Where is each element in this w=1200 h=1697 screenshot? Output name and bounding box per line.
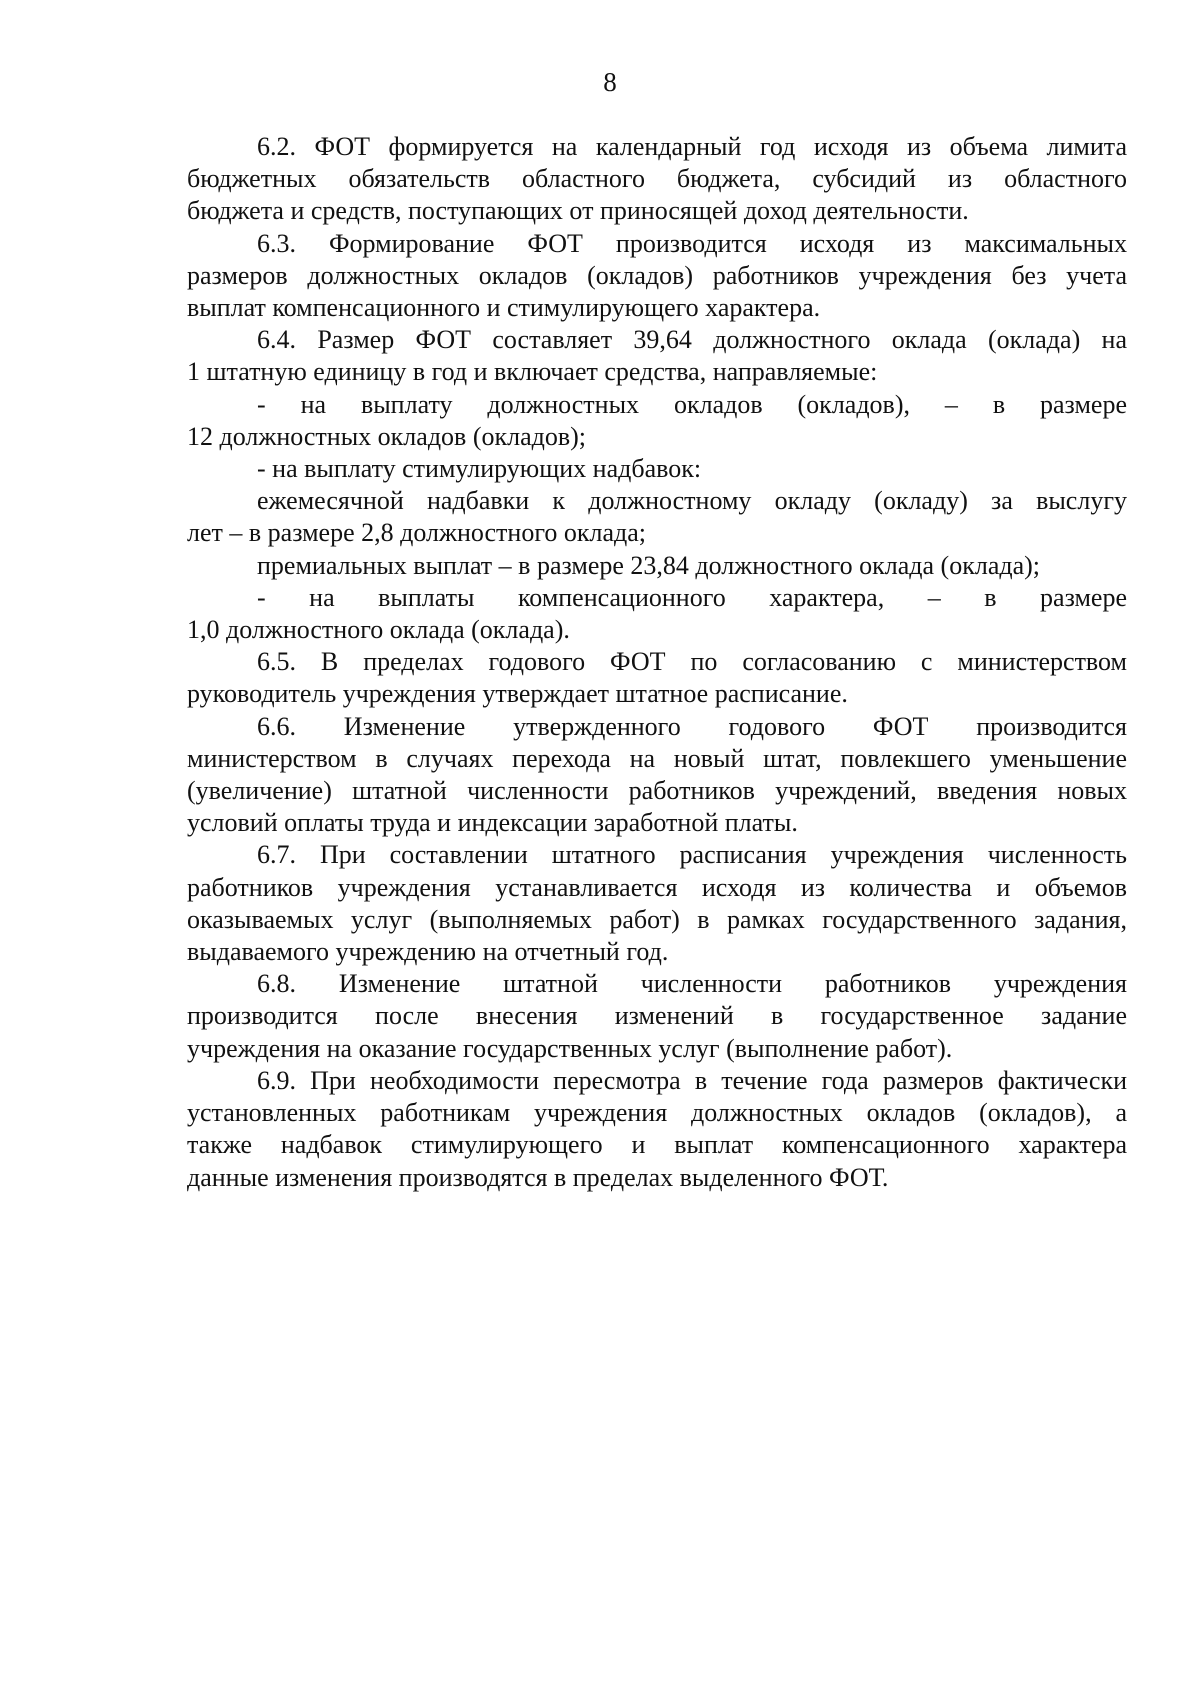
- paragraph-6-5: [187, 646, 1127, 710]
- text-line: также надбавок стимулирующего и выплат компенсационного характера: [187, 1130, 1127, 1160]
- text-line: - на выплату стимулирующих надбавок:: [257, 454, 702, 484]
- paragraph-6-6: [187, 711, 1127, 840]
- text-line: 6.8. Изменение штатной численности работников учреждения: [257, 969, 1127, 999]
- text-line: руководитель учреждения утверждает штатное расписание.: [187, 679, 848, 709]
- text-line: 6.2. ФОТ формируется на календарный год исходя из объема лимита: [257, 132, 1127, 161]
- text-line: установленных работникам учреждения должностных окладов (окладов), а: [187, 1098, 1127, 1128]
- text-line: 12 должностных окладов (окладов);: [187, 421, 587, 451]
- text-line: 6.9. При необходимости пересмотра в течение года размеров фактически: [257, 1065, 1127, 1095]
- page-number: 8: [603, 67, 617, 97]
- text-line: (увеличение) штатной численности работников учреждений, введения новых: [187, 776, 1127, 806]
- text-line: размеров должностных окладов (окладов) работников учреждения без учета: [187, 260, 1127, 290]
- text-line: производится после внесения изменений в государственное задание: [187, 1001, 1127, 1031]
- text-line: 6.4. Размер ФОТ составляет 39,64 должностного оклада (оклада) на: [257, 325, 1127, 355]
- text-line: оказываемых услуг (выполняемых работ) в рамках государственного задания,: [187, 904, 1127, 934]
- text-line: выдаваемого учреждению на отчетный год.: [187, 937, 669, 967]
- list-subitem-bonuses: [187, 550, 1127, 582]
- text-line: ежемесячной надбавки к должностному окладу (окладу) за выслугу: [257, 486, 1127, 516]
- text-line: - на выплаты компенсационного характера, – в размере: [257, 582, 1127, 612]
- paragraph-6-8: [187, 968, 1127, 1065]
- paragraph-6-4: [187, 324, 1127, 388]
- document-body: [187, 131, 1127, 1194]
- paragraph-6-9: [187, 1065, 1127, 1194]
- text-line: - на выплату должностных окладов (окладов), – в размере: [257, 389, 1127, 419]
- text-line: 6.5. В пределах годового ФОТ по согласованию с министерством: [257, 647, 1127, 677]
- paragraph-6-7: [187, 839, 1127, 968]
- text-line: 6.3. Формирование ФОТ производится исходя из максимальных: [257, 228, 1127, 258]
- list-subitem-seniority: [187, 485, 1127, 549]
- text-line: премиальных выплат – в размере 23,84 должностного оклада (оклада);: [257, 550, 1041, 580]
- text-line: лет – в размере 2,8 должностного оклада;: [187, 518, 646, 548]
- text-line: министерством в случаях перехода на новый штат, повлекшего уменьшение: [187, 743, 1127, 773]
- text-line: учреждения на оказание государственных услуг (выполнение работ).: [187, 1033, 953, 1063]
- text-line: 1 штатную единицу в год и включает средства, направляемые:: [187, 357, 878, 387]
- text-line: 1,0 должностного оклада (оклада).: [187, 615, 570, 645]
- paragraph-6-2: [187, 131, 1127, 228]
- list-item-salaries: [187, 389, 1127, 453]
- list-item-incentives: [187, 453, 1127, 485]
- text-line: выплат компенсационного и стимулирующего характера.: [187, 293, 821, 323]
- text-line: 6.7. При составлении штатного расписания учреждения численность: [257, 840, 1127, 870]
- text-line: работников учреждения устанавливается исходя из количества и объемов: [187, 872, 1127, 902]
- text-line: 6.6. Изменение утвержденного годового ФОТ производится: [257, 711, 1127, 741]
- text-line: условий оплаты труда и индексации заработной платы.: [187, 808, 798, 838]
- paragraph-6-3: [187, 228, 1127, 325]
- list-item-compensation: [187, 582, 1127, 646]
- text-line: бюджетных обязательств областного бюджета, субсидий из областного: [187, 164, 1127, 194]
- text-line: бюджета и средств, поступающих от приносящей доход деятельности.: [187, 196, 969, 226]
- text-line: данные изменения производятся в пределах выделенного ФОТ.: [187, 1162, 889, 1192]
